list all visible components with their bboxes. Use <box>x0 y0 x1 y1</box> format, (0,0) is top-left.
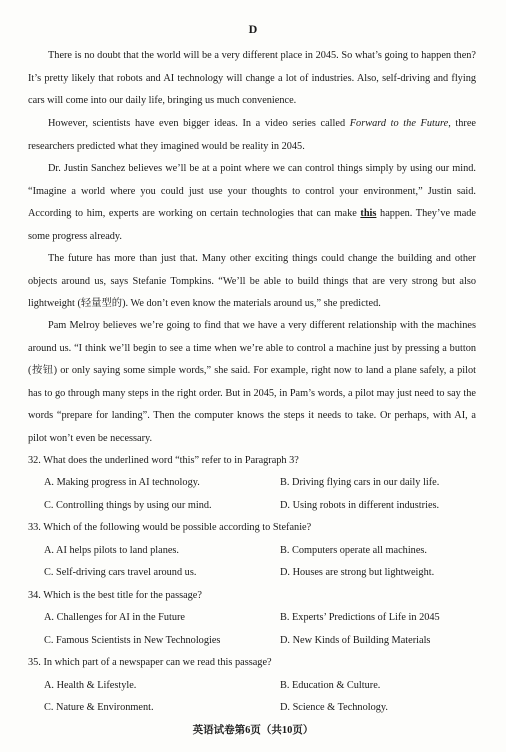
question-33: 33. Which of the following would be possible according to Stefanie? <box>28 522 312 533</box>
paragraph-2-text: However, scientists have even bigger ideas. In a video series called <box>48 118 350 129</box>
paragraph-3 <box>28 158 476 248</box>
paragraph-1: There is no doubt that the world will be a very different place in 2045. So what’s going to happen then? It’s pretty likely that robots and AI technology will change a lot of industries. Also, self-driving and flying cars will come into our daily life, bringing us much convenience. <box>28 50 476 106</box>
q34-option-a[interactable]: A. Challenges for AI in the Future <box>44 612 185 623</box>
q32-option-b[interactable]: B. Driving flying cars in our daily life. <box>280 477 440 488</box>
paragraph-3-text: Dr. Justin Sanchez believes we’ll be at a point where we can control things simply by using our mind. “Imagine a world where you could just use your thoughts to control your environment,” Justin said. According to him, experts are working on certain technologies that can make <box>28 163 476 219</box>
underlined-word: this <box>360 208 377 219</box>
q35-option-b[interactable]: B. Education & Culture. <box>280 680 381 691</box>
q32-option-c[interactable]: C. Controlling things by using our mind. <box>44 500 212 511</box>
q34-option-d[interactable]: D. New Kinds of Building Materials <box>280 635 431 646</box>
q35-option-a[interactable]: A. Health & Lifestyle. <box>44 680 137 691</box>
video-series-title: Forward to the Future <box>349 118 449 129</box>
q34-option-b[interactable]: B. Experts’ Predictions of Life in 2045 <box>280 612 440 623</box>
paragraph-3-text-end: happen. They’ve made some progress already. <box>28 208 476 242</box>
question-34: 34. Which is the best title for the passage? <box>28 590 202 601</box>
paragraph-5: Pam Melroy believes we’re going to find that we have a very different relationship with the machines around us. “I think we’ll begin to see a time when we’re able to control a machine just by pressing a button (按钮) or only saying some simple words,” she said. For example, right now to land a plane safely, a pilot has to go through many steps in the right order. But in 2045, in Pam’s words, a pilot may just need to say the words “prepare for landing”. Then the computer knows the steps it needs to take. Or perhaps, with AI, a pilot won’t even be necessary. <box>28 320 476 444</box>
q32-option-d[interactable]: D. Using robots in different industries. <box>280 500 440 511</box>
paragraph-2 <box>28 113 476 158</box>
q33-option-c[interactable]: C. Self-driving cars travel around us. <box>44 567 197 578</box>
q33-option-b[interactable]: B. Computers operate all machines. <box>280 545 427 556</box>
page-footer: 英语试卷第6页（共10页） <box>192 725 314 736</box>
question-35: 35. In which part of a newspaper can we read this passage? <box>28 657 272 668</box>
q33-option-a[interactable]: A. AI helps pilots to land planes. <box>44 545 179 556</box>
q33-option-d[interactable]: D. Houses are strong but lightweight. <box>280 567 435 578</box>
paragraph-2-text-end: , three researchers predicted what they imagined would be reality in 2045. <box>28 118 476 152</box>
q34-option-c[interactable]: C. Famous Scientists in New Technologies <box>44 635 221 646</box>
q32-option-a[interactable]: A. Making progress in AI technology. <box>44 477 200 488</box>
q35-option-d[interactable]: D. Science & Technology. <box>280 702 388 713</box>
paragraph-4: The future has more than just that. Many other exciting things could change the building and other objects around us, says Stefanie Tompkins. “We’ll be able to build things that are very strong but also lightweight (轻量型的). We don’t even know the materials around us,” she predicted. <box>28 253 476 309</box>
section-title: D <box>248 22 258 36</box>
question-32: 32. What does the underlined word “this” refer to in Paragraph 3? <box>28 455 299 466</box>
q35-option-c[interactable]: C. Nature & Environment. <box>44 702 154 713</box>
